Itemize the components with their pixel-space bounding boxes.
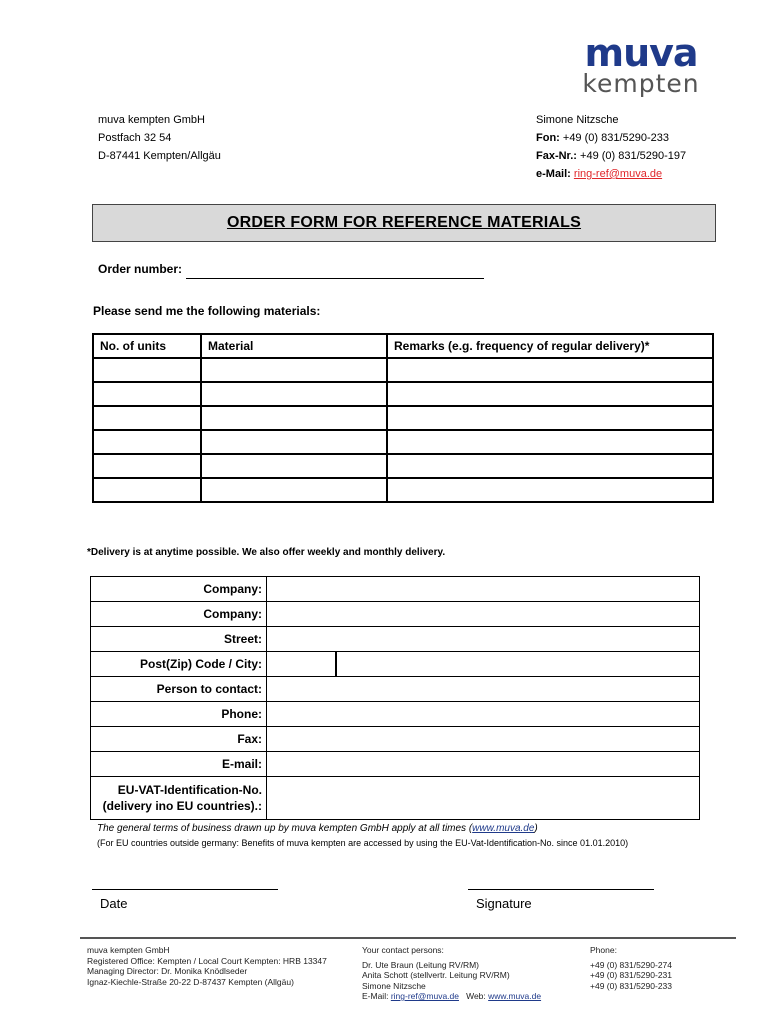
material-cell[interactable]: [201, 358, 387, 382]
material-cell[interactable]: [201, 430, 387, 454]
footer-web-label: Web:: [466, 991, 486, 1001]
material-cell[interactable]: [201, 406, 387, 430]
footer-company-line: Registered Office: Kempten / Local Court Kempten: HRB 13347: [87, 955, 327, 966]
vat-label-line-1: EU-VAT-Identification-No.: [117, 783, 262, 797]
customer-row: [91, 727, 700, 752]
units-cell[interactable]: [93, 454, 201, 478]
title-box: [92, 204, 716, 242]
phone-field-label: Phone:: [91, 702, 267, 727]
email-field-label: E-mail:: [91, 752, 267, 777]
phone-label: Fon:: [536, 132, 560, 144]
material-cell[interactable]: [201, 454, 387, 478]
logo-kempten-text: kempten: [582, 69, 700, 98]
customer-table: [90, 576, 700, 820]
remarks-cell[interactable]: [387, 454, 713, 478]
date-field[interactable]: [92, 889, 278, 890]
remarks-cell[interactable]: [387, 478, 713, 502]
fax-label: Fax-Nr.:: [536, 150, 577, 162]
customer-row: [91, 602, 700, 627]
remarks-cell[interactable]: [387, 382, 713, 406]
logo-muva-text: muva: [584, 31, 698, 75]
signature-field[interactable]: [468, 889, 654, 890]
vat-field[interactable]: [267, 777, 700, 820]
general-terms-end: ): [534, 823, 538, 834]
company-field-2[interactable]: [267, 602, 700, 627]
contact-block: [536, 111, 686, 183]
materials-table: [92, 333, 714, 503]
footer-contact-line: Dr. Ute Braun (Leitung RV/RM): [362, 959, 479, 970]
table-row: [93, 430, 713, 454]
header-units: No. of units: [93, 334, 201, 358]
units-cell[interactable]: [93, 406, 201, 430]
footer-email-link[interactable]: ring-ref@muva.de: [390, 991, 459, 1001]
footer-phones-title: Phone:: [590, 945, 617, 955]
remarks-cell[interactable]: [387, 430, 713, 454]
sender-line-3: D-87441 Kempten/Allgäu: [98, 150, 221, 162]
vat-label-line-2: (delivery ino EU countries).:: [102, 799, 262, 813]
customer-row: [91, 777, 700, 820]
email-label: e-Mail:: [536, 168, 571, 180]
footer-company: [87, 945, 327, 987]
units-cell[interactable]: [93, 382, 201, 406]
materials-header-row: [93, 334, 713, 358]
company-label: Company:: [91, 577, 267, 602]
material-cell[interactable]: [201, 478, 387, 502]
fax-field[interactable]: [267, 727, 700, 752]
units-cell[interactable]: [93, 358, 201, 382]
sender-address: [98, 111, 221, 165]
remarks-cell[interactable]: [387, 358, 713, 382]
footer-web-link[interactable]: www.muva.de: [488, 991, 542, 1001]
footer-contact-line: Anita Schott (stellvertr. Leitung RV/RM): [362, 970, 510, 980]
footer-company-line: Ignaz-Kiechle-Straße 20-22 D-87437 Kempten (Allgäu): [87, 976, 294, 987]
signature-label: Signature: [476, 896, 532, 911]
general-terms-link[interactable]: www.muva.de: [472, 823, 535, 834]
footer-divider: [80, 937, 736, 939]
street-field[interactable]: [267, 627, 700, 652]
footer-contact-line: Simone Nitzsche: [362, 980, 426, 991]
general-terms-text: The general terms of business drawn up by muva kempten GmbH apply at all times (: [97, 823, 473, 834]
footer-contacts: [362, 945, 541, 1002]
customer-row: [91, 702, 700, 727]
sender-line-2: Postfach 32 54: [98, 132, 172, 144]
order-number-field[interactable]: [186, 278, 484, 279]
zip-field[interactable]: [267, 652, 337, 677]
vat-label: [91, 777, 267, 820]
delivery-note: *Delivery is at anytime possible. We also offer weekly and monthly delivery.: [87, 547, 446, 558]
footer-phone-line: +49 (0) 831/5290-233: [590, 980, 672, 991]
footer-contacts-title: Your contact persons:: [362, 945, 444, 955]
header-remarks: Remarks (e.g. frequency of regular delivery)*: [387, 334, 713, 358]
table-row: [93, 358, 713, 382]
footer-phones: [590, 945, 672, 991]
email-link[interactable]: ring-ref@muva.de: [573, 168, 663, 180]
customer-row: [91, 627, 700, 652]
eu-note: (For EU countries outside germany: Benefits of muva kempten are accessed by using the EU-Vat-Identification-No. since 01.01.2010): [97, 838, 629, 848]
phone-field[interactable]: [267, 702, 700, 727]
zip-city-label: Post(Zip) Code / City:: [91, 652, 267, 677]
customer-row: [91, 577, 700, 602]
company-label-2: Company:: [91, 602, 267, 627]
footer-company-line: Managing Director: Dr. Monika Knödlseder: [87, 966, 248, 976]
footer-phone-line: +49 (0) 831/5290-274: [590, 959, 672, 970]
footer-phone-line: +49 (0) 831/5290-231: [590, 970, 672, 980]
customer-row: [91, 752, 700, 777]
remarks-cell[interactable]: [387, 406, 713, 430]
units-cell[interactable]: [93, 430, 201, 454]
footer-email-label: E-Mail:: [362, 991, 389, 1001]
phone-value: +49 (0) 831/5290-233: [562, 132, 670, 144]
table-row: [93, 478, 713, 502]
table-row: [93, 454, 713, 478]
fax-field-label: Fax:: [91, 727, 267, 752]
please-send-label: Please send me the following materials:: [93, 304, 321, 318]
header-material: Material: [201, 334, 387, 358]
fax-value: +49 (0) 831/5290-197: [580, 150, 687, 162]
contact-name: Simone Nitzsche: [536, 114, 619, 126]
contact-person-field[interactable]: [267, 677, 700, 702]
table-row: [93, 382, 713, 406]
footer-company-line: muva kempten GmbH: [87, 945, 170, 955]
company-field[interactable]: [267, 577, 700, 602]
muva-logo: [576, 31, 706, 98]
material-cell[interactable]: [201, 382, 387, 406]
contact-person-label: Person to contact:: [91, 677, 267, 702]
date-label: Date: [100, 896, 128, 911]
order-number-label: Order number:: [98, 262, 183, 276]
page-title: ORDER FORM FOR REFERENCE MATERIALS: [226, 214, 582, 231]
street-label: Street:: [91, 627, 267, 652]
customer-row: [91, 677, 700, 702]
table-row: [93, 406, 713, 430]
customer-row: [91, 652, 700, 677]
sender-line-1: muva kempten GmbH: [98, 114, 205, 126]
email-field[interactable]: [267, 752, 700, 777]
units-cell[interactable]: [93, 478, 201, 502]
general-terms: [97, 823, 538, 834]
city-field[interactable]: [336, 652, 700, 677]
